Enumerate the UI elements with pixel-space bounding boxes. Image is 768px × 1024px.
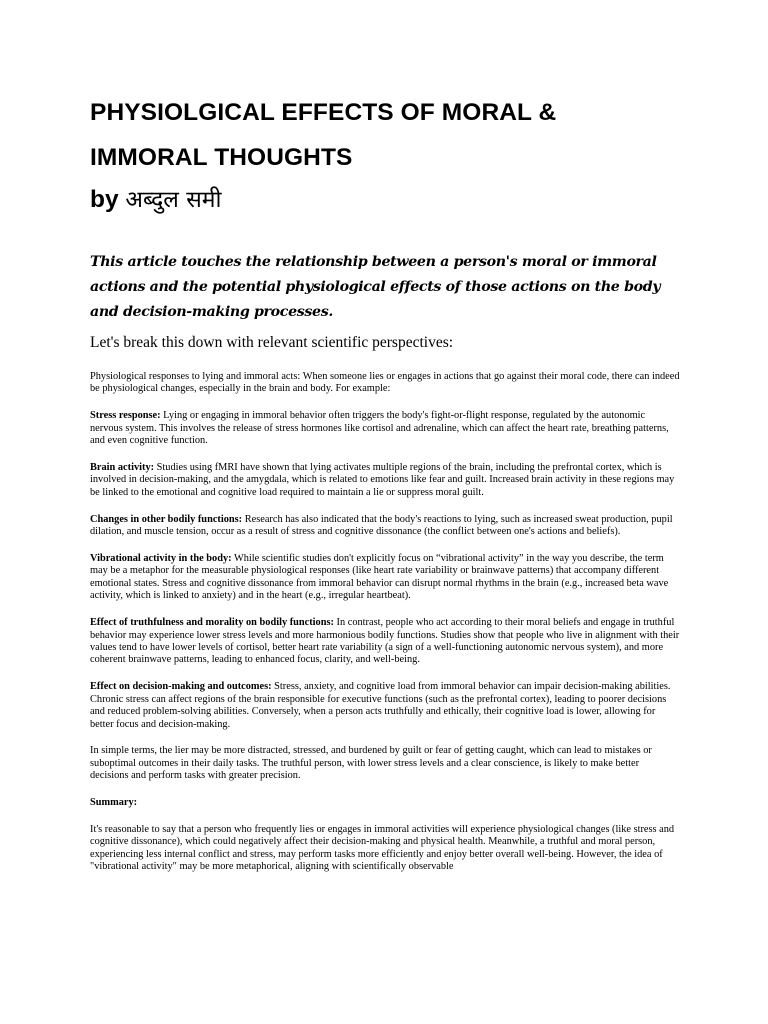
lead-sentence: Let's break this down with relevant scientific perspectives:	[90, 334, 454, 351]
body-paragraph-6	[90, 617, 680, 667]
paragraph-heading: Brain activity:	[90, 462, 155, 474]
body-paragraph-1	[90, 371, 680, 396]
document-page	[90, 90, 680, 874]
intro-paragraph: This article touches the relationship between a person's moral or immoral actions and the potential physiological effects of those actions on the body and decision-making processes.	[90, 254, 661, 320]
paragraph-heading: Summary:	[90, 797, 138, 809]
summary-heading	[90, 797, 680, 809]
paragraph-text: In contrast, people who act according to their moral beliefs and engage in truthful behavior may experience lower stress levels and more harmonious bodily functions. Studies show that people who live in alignment with their values tend to have lower levels of cortisol, better heart rate variability (a sign of a well-functioning autonomic nervous system), and more coherent brainwave patterns, leading to enhanced focus, clarity, and well-being.	[90, 617, 680, 666]
title-line-2: IMMORAL THOUGHTS	[90, 144, 353, 171]
paragraph-text: Studies using fMRI have shown that lying activates multiple regions of the brain, including the prefrontal cortex, which is involved in decision-making, and the amygdala, which is related to emotions like fear and guilt. Increased brain activity in these regions may be linked to the emotional and cognitive load required to maintain a lie or suppress moral guilt.	[90, 462, 675, 498]
paragraph-text: In simple terms, the lier may be more distracted, stressed, and burdened by guilt or fear of getting caught, which can lead to mistakes or suboptimal outcomes in their daily tasks. The truthful person, with lower stress levels and a clear conscience, is likely to make better decisions and perform tasks with greater precision.	[90, 745, 652, 782]
paragraph-heading: Stress response:	[90, 410, 161, 422]
body-paragraph-2	[90, 410, 680, 447]
paragraph-heading: Effect on decision-making and outcomes:	[90, 681, 272, 693]
paragraph-heading: Vibrational activity in the body:	[90, 553, 232, 565]
body-paragraph-4	[90, 514, 680, 539]
body-paragraph-8	[90, 745, 680, 782]
author-name: अब्दुल समी	[125, 187, 222, 213]
body-paragraph-7	[90, 681, 680, 731]
body-paragraph-5	[90, 553, 680, 603]
paragraph-text: It's reasonable to say that a person who frequently lies or engages in immoral activities will experience physiological changes (like stress and cognitive dissonance), which could negatively affect their decision-making and physical health. Meanwhile, a truthful and moral person, experiencing less internal conflict and stress, may perform tasks more efficiently and enjoy better overall well-being. However, the idea of "vibrational activity" may be more metaphorical, aligning with scientifically observable	[90, 824, 675, 873]
page-title	[90, 90, 680, 180]
paragraph-text: Physiological responses to lying and immoral acts: When someone lies or engages in actions that go against their moral code, there can indeed be physiological changes, especially in the brain and body. For example:	[90, 371, 680, 395]
by-prefix: by	[90, 186, 119, 213]
paragraph-text: While scientific studies don't explicitly focus on “vibrational activity” in the way you describe, the term may be a metaphor for the measurable physiological responses (like heart rate variability or brainwave patterns) that accompany different emotional states. Stress and cognitive dissonance from immoral behavior can disrupt normal rhythms in the brain (e.g., increased beta wave activity, which is linked to anxiety) and in the heart (e.g., irregular heartbeat).	[90, 553, 669, 602]
summary-paragraph	[90, 824, 680, 874]
paragraph-heading: Changes in other bodily functions:	[90, 513, 243, 525]
paragraph-text: Stress, anxiety, and cognitive load from immoral behavior can impair decision-making abilities. Chronic stress can affect regions of the brain responsible for executive functions (such as the prefrontal cortex), leading to poorer decisions and reduced problem-solving abilities. Conversely, when a person acts truthfully and ethically, their cognitive load is lower, allowing for better focus and decision-making.	[90, 681, 671, 730]
title-line-1: PHYSIOLGICAL EFFECTS OF MORAL &	[90, 99, 557, 126]
paragraph-text: Research has also indicated that the body's reactions to lying, such as increased sweat production, pupil dilation, and muscle tension, occur as a result of stress and cognitive dissonance (the conflict between one's actions and beliefs).	[90, 513, 673, 538]
body-paragraph-3	[90, 462, 680, 499]
byline	[90, 180, 680, 220]
paragraph-text: Lying or engaging in immoral behavior often triggers the body's fight-or-flight response, regulated by the autonomic nervous system. This involves the release of stress hormones like cortisol and adrenaline, which can affect the heart rate, breathing patterns, and even cognitive function.	[90, 410, 669, 447]
paragraph-heading: Effect of truthfulness and morality on bodily functions:	[90, 617, 334, 629]
